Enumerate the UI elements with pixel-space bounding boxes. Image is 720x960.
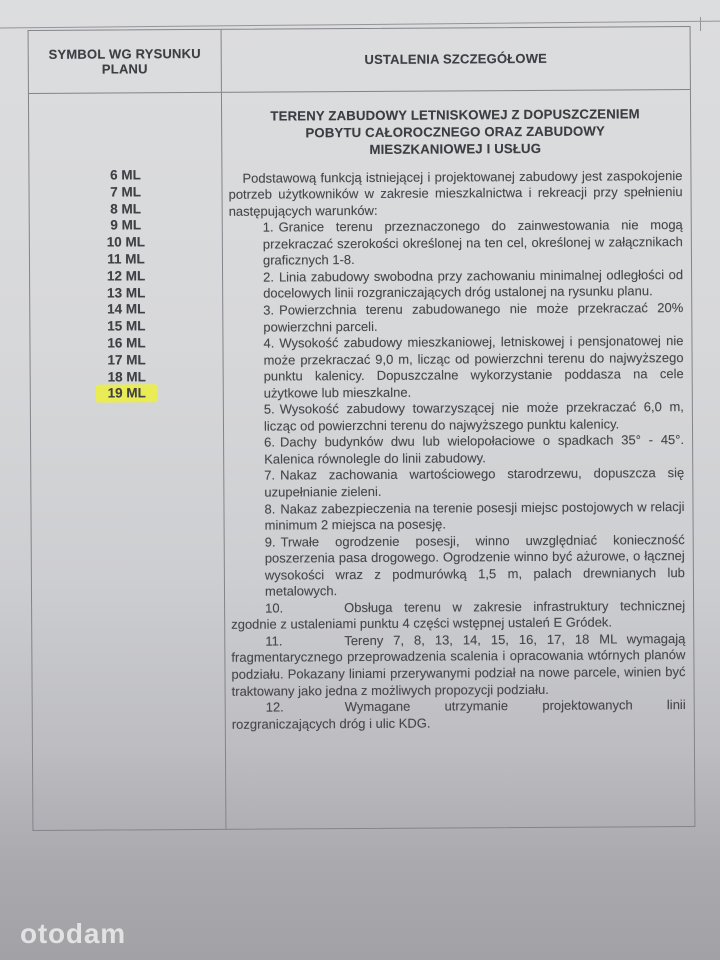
symbol-item: 15 ML bbox=[107, 318, 146, 334]
item-text: Nakaz zachowania wartościowego starodrzewu, dopuszcza się uzupełnianie zieleni. bbox=[264, 465, 685, 500]
item-text: Granice terenu przeznaczonego do zainwestowania nie mogą przekraczać szerokości określonej na ten cel, określonej w załącznikach graficznych 1-8. bbox=[262, 217, 683, 268]
regulation-item-10 bbox=[231, 598, 685, 634]
header-symbol-label: SYMBOL WG RYSUNKU PLANU bbox=[48, 45, 201, 77]
details-column bbox=[222, 90, 694, 829]
symbol-item: 10 ML bbox=[106, 234, 146, 250]
symbol-item: 18 ML bbox=[107, 368, 146, 385]
regulation-item-2 bbox=[263, 267, 683, 303]
header-details-column bbox=[222, 27, 690, 92]
symbol-item: 16 ML bbox=[107, 335, 146, 351]
table-body-row bbox=[29, 90, 694, 830]
plan-regulations-table bbox=[28, 26, 696, 831]
symbol-item: 7 ML bbox=[110, 184, 141, 200]
symbol-item: 17 ML bbox=[107, 352, 146, 368]
regulation-item-11 bbox=[231, 631, 685, 700]
page-edge-line-right bbox=[700, 17, 701, 31]
regulation-item-3 bbox=[263, 300, 683, 336]
item-text: Powierzchnia terenu zabudowanego nie może przekraczać 20% powierzchni parceli. bbox=[263, 300, 684, 335]
symbol-item: 14 ML bbox=[107, 301, 146, 317]
item-number: 3. bbox=[263, 302, 275, 318]
symbol-item: 12 ML bbox=[106, 268, 146, 284]
item-text: Obsługa terenu w zakresie infrastruktury technicznej zgodnie z ustaleniami punktu 4 części wstępnej ustaleń E Gródek. bbox=[231, 597, 686, 633]
item-number: 4. bbox=[263, 335, 275, 351]
header-symbol-column bbox=[29, 30, 222, 93]
section-title: TERENY ZABUDOWY LETNISKOWEJ Z DOPUSZCZENIEM POBYTU CAŁOROCZNEGO ORAZ ZABUDOWY MIESZKANIOWEJ I USŁUG bbox=[270, 106, 640, 158]
highlight-marker: 19 ML bbox=[96, 385, 158, 403]
item-text: Tereny 7, 8, 13, 14, 15, 16, 17, 18 ML wymagają fragmentarycznego przeprowadzenia scalenia i opracowania wtórnych planów podziału. Pokazany liniami przerywanymi podział na nowe parcele, winien być traktowany jako jedna z możliwych propozycji podziału. bbox=[231, 630, 686, 699]
regulation-item-8 bbox=[264, 499, 684, 535]
symbol-list bbox=[29, 93, 226, 830]
item-number: 11. bbox=[265, 633, 283, 649]
regulation-item-4 bbox=[263, 333, 683, 402]
regulation-item-6 bbox=[264, 432, 684, 468]
symbol-item: 8 ML bbox=[110, 200, 142, 217]
item-number: 5. bbox=[263, 401, 275, 417]
item-text: Nakaz zabezpieczenia na terenie posesji miejsc postojowych w relacji minimum 2 miejsca na posesję. bbox=[264, 498, 685, 533]
regulation-item-7 bbox=[264, 465, 684, 501]
item-number: 6. bbox=[264, 434, 275, 450]
symbol-item: 11 ML bbox=[107, 251, 145, 267]
item-number: 10. bbox=[265, 600, 284, 616]
item-text: Wymagane utrzymanie projektowanych linii rozgraniczających dróg i ulic KDG. bbox=[231, 697, 686, 732]
item-number: 9. bbox=[264, 534, 276, 550]
regulations-text bbox=[228, 168, 685, 733]
table-header-row bbox=[29, 27, 690, 94]
item-number: 12. bbox=[265, 699, 284, 715]
regulation-item-1 bbox=[263, 217, 683, 269]
intro-paragraph: Podstawową funkcją istniejącej i projektowanej zabudowy jest zaspokojenie potrzeb użytkowników w zakresie mieszkalnictwa i rekreacji przy spełnieniu następujących warunków: bbox=[228, 167, 683, 219]
regulation-item-5 bbox=[264, 399, 684, 435]
symbol-item-highlighted bbox=[31, 385, 223, 403]
item-text: Linia zabudowy swobodna przy zachowaniu minimalnej odległości od docelowych linii rozgraniczających dróg ustalonej na rysunku planu. bbox=[263, 266, 684, 302]
regulation-item-9 bbox=[265, 532, 685, 601]
item-number: 7. bbox=[264, 467, 276, 484]
item-number: 8. bbox=[264, 501, 276, 517]
symbol-item: 9 ML bbox=[110, 217, 142, 233]
regulation-item-12 bbox=[232, 697, 686, 733]
item-text: Wysokość zabudowy mieszkaniowej, letniskowej i pensjonatowej nie może przekraczać 9,0 m, licząc od powierzchni terenu do najwyższego punktu kalenicy. Dopuszczalne wykorzystanie poddasza na cele użytkowe lub mieszkalne. bbox=[263, 333, 684, 401]
item-number: 1. bbox=[262, 219, 274, 235]
symbol-item: 13 ML bbox=[106, 284, 146, 301]
item-text: Dachy budynków dwu lub wielopołaciowe o spadkach 35° - 45°. Kalenica równolegle do linii zabudowy. bbox=[264, 432, 685, 467]
otodom-watermark-logo: otodam bbox=[20, 918, 126, 949]
item-text: Wysokość zabudowy towarzyszącej nie może przekraczać 6,0 m, licząc od powierzchni terenu do najwyższego punktu kalenicy. bbox=[263, 399, 684, 434]
symbol-item: 6 ML bbox=[110, 167, 141, 183]
item-number: 2. bbox=[263, 269, 274, 285]
header-details-label: USTALENIA SZCZEGÓŁOWE bbox=[364, 51, 548, 68]
item-text: Trwałe ogrodzenie posesji, winno uwzględniać konieczność poszerzenia pasa drogowego. Ogrodzenie winno być ażurowe, o łącznej wysokości wraz z podmurówką 1,5 m, palach drewnianych lub metalowych. bbox=[264, 531, 685, 599]
